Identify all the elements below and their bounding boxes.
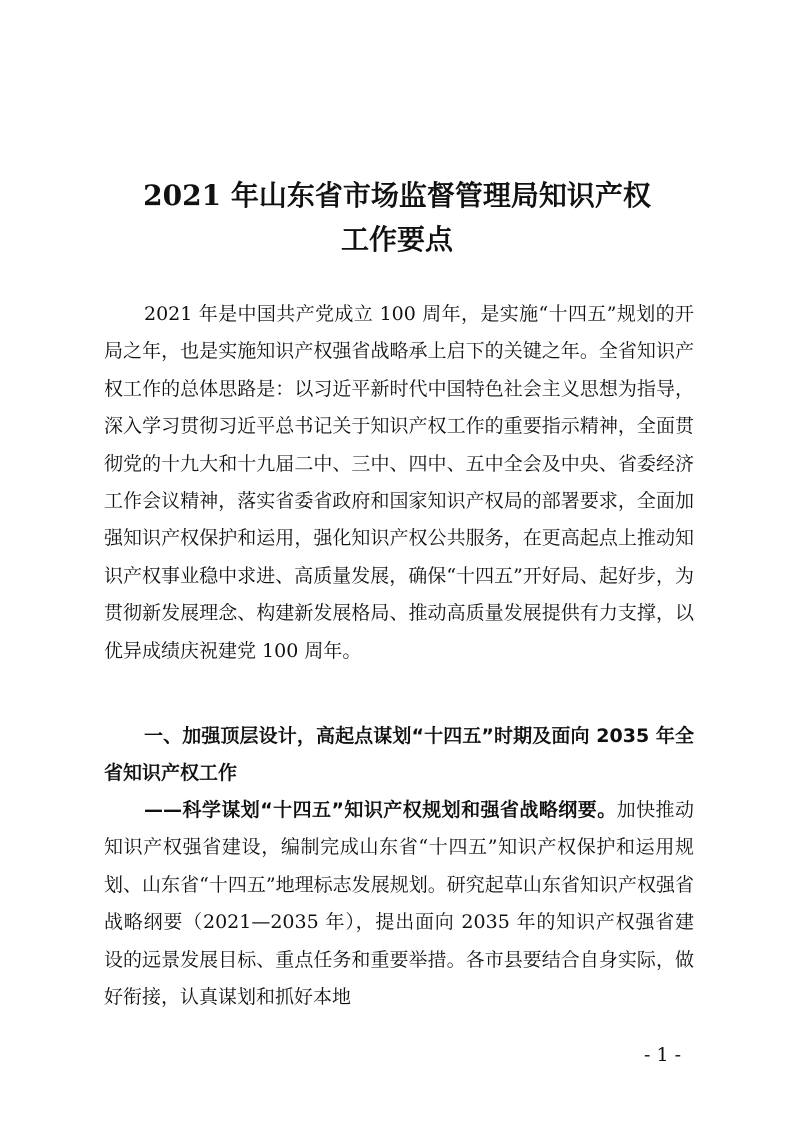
section-1-heading: 一、加强顶层设计，高起点谋划“十四五”时期及面向 2035 年全省知识产权工作 (104, 725, 694, 785)
subsection-1-lead: ——科学谋划“十四五”知识产权规划和强省战略纲要。 (144, 799, 617, 821)
subsection-1-paragraph (104, 792, 694, 1016)
intro-paragraph: 2021 年是中国共产党成立 100 周年，是实施“十四五”规划的开局之年，也是实施知识产权强省战略承上启下的关键之年。全省知识产权工作的总体思路是：以习近平新时代中国特色社会主义思想为指导，深入学习贯彻习近平总书记关于知识产权工作的重要指示精神，全面贯彻党的十九大和十九届二中、三中、四中、五中全会及中央、省委经济工作会议精神，落实省委省政府和国家知识产权局的部署要求，全面加强知识产权保护和运用，强化知识产权公共服务，在更高起点上推动知识产权事业稳中求进、高质量发展，确保“十四五”开好局、起好步，为贯彻新发展理念、构建新发展格局、推动高质量发展提供有力支撑，以优异成绩庆祝建党 100 周年。 (104, 303, 694, 662)
page-number: - 1 - (644, 1044, 682, 1066)
document-title-line-2: 工作要点 (340, 223, 453, 256)
subsection-1-body: 加快推动知识产权强省建设，编制完成山东省“十四五”知识产权保护和运用规划、山东省“十四五”地理标志发展规划。研究起草山东省知识产权强省战略纲要（2021—2035 年），提出面向 2035 年的知识产权强省建设的远景发展目标、重点任务和重要举措。各市县要结合自身实际，做好衔接，认真谋划和抓好本地 (104, 799, 694, 1009)
document-title-line-1: 2021 年山东省市场监督管理局知识产权 (143, 179, 651, 212)
